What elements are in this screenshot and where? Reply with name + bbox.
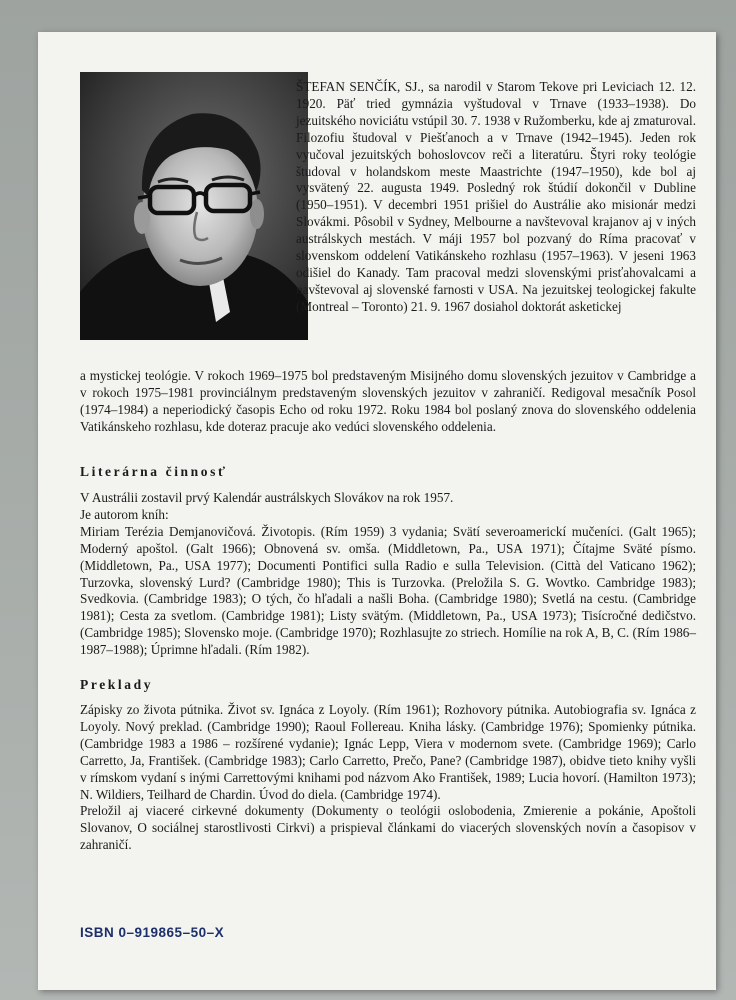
translations-paragraph: Preložil aj viaceré cirkevné dokumenty (Dokumenty o teológii oslobodenia, Zmierenie a pokánie, Apoštoli Slovanov, O sociálnej starostlivosti Cirkvi) a prispieval článkami do viacerých slovenských novín a časopisov v zahraničí. [80,803,696,853]
author-portrait [80,72,308,340]
book-back-cover [38,32,716,990]
translations-paragraph: Zápisky zo života pútnika. Život sv. Ignáca z Loyoly. (Rím 1961); Rozhovory pútnika. Autobiografia sv. Ignáca z Loyoly. Nový preklad. (Cambridge 1990); Raoul Follereau. Kniha lásky. (Cambridge 1976); Spomienky pútnika. (Cambridge 1983 a 1986 – rozšírené vydanie); Ignác Lepp, Viera v modernom svete. (Cambridge 1969); Carlo Carretto, Ja, František. (Cambridge 1983); Carlo Carretto, Prečo, Pane? (Cambridge 1987), obidve tieto knihy vyšli v rímskom vydaní s inými Carrettovými knihami pod názvom Ako František, 1989; Lucia hovorí. (Hamilton 1973); N. Wildiers, Teilhard de Chardin. Úvod do diela. (Cambridge 1974). [80,702,696,802]
isbn-label: ISBN 0–919865–50–X [80,925,225,940]
translations-section [80,702,696,854]
biography-bottom [80,368,696,436]
biography-text-bottom: a mystickej teológie. V rokoch 1969–1975 bol predstaveným Misijného domu slovenských jezuitov v Cambridge a v rokoch 1975–1981 provinciálnym predstaveným slovenských jezuitov v zahraničí. Redigoval mesačník Posol (1974–1984) a neperiodický časopis Echo od roku 1972. Roku 1984 bol poslaný znova do slovenského oddelenia Vatikánskeho rozhlasu, kde doteraz pracuje ako vedúci slovenského oddelenia. [80,368,696,434]
literary-paragraph: Je autorom kníh: [80,506,169,522]
literary-activity-section [80,490,696,659]
biography-text-top: , sa narodil v Starom Tekove pri Leviciach 12. 12. 1920. Päť tried gymnázia vyštudoval v Trnave (1933–1938). Do jezuitského noviciátu vstúpil 30. 7. 1938 v Ružomberku, kde aj zmaturoval. Filozofiu študoval v Piešťanoch a v Trnave (1942–1945). Jeden rok vyučoval jezuitských bohoslovcov reči a literatúru. Štyri roky teológie študoval v holandskom meste Maastrichte (1947–1950), kde bol aj vysvätený 22. augusta 1949. Posledný rok štúdií dokončil v Dubline (1950–1951). V decembri 1951 prišiel do Austrálie ako misionár medzi Slovákmi. Pôsobil v Sydney, Melbourne a navštevoval krajanov aj v iných austrálskych mestách. V máji 1957 bol pozvaný do Ríma pracovať v slovenskom oddelení Vatikánskeho rozhlasu (1957–1963). V jeseni 1963 odišiel do Kanady. Tam pracoval medzi slovenskými prisťahovalcami a navštevoval aj slovenské farnosti v USA. Na jezuitskej teologickej fakulte (Montreal – Toronto) 21. 9. 1967 dosiahol doktorát asketickej [296,79,696,314]
translations-heading: Preklady [80,677,154,692]
literary-paragraph: V Austrálii zostavil prvý Kalendár austrálskych Slovákov na rok 1957. [80,490,454,505]
literary-activity-heading: Literárna činnosť [80,464,228,479]
literary-paragraph: Miriam Terézia Demjanovičová. Životopis. (Rím 1959) 3 vydania; Svätí severoamerickí mučeníci. (Galt 1965); Moderný apoštol. (Galt 1966); Obnovená sv. omša. (Middletown, Pa., USA 1971); Čítajme Sväté písmo. (Middletown, Pa., USA 1977); Documenti Pontifici sulla Radio e sulla Television. (Città del Vaticano 1962); Turzovka, slovenský Lurd? (Cambridge 1980); This is Turzovka. (Preložila S. G. Wovtko. Cambridge 1983); Svedkovia. (Cambridge 1983); O tých, čo hľadali a našli Boha. (Cambridge 1980); Svetlá na cestu. (Cambridge 1981); Cesta za svetlom. (Cambridge 1981); Listy svätým. (Middletown, Pa., USA 1973); Tisícročné dedičstvo. (Cambridge 1985); Slovensko moje. (Cambridge 1970); Rozhlasujte zo striech. Homílie na rok A, B, C. (Rím 1986–1987–1988); Úprimne hľadali. (Rím 1982). [80,523,696,658]
author-name: ŠTEFAN SENČÍK, SJ. [296,79,421,94]
biography-top [296,79,696,316]
